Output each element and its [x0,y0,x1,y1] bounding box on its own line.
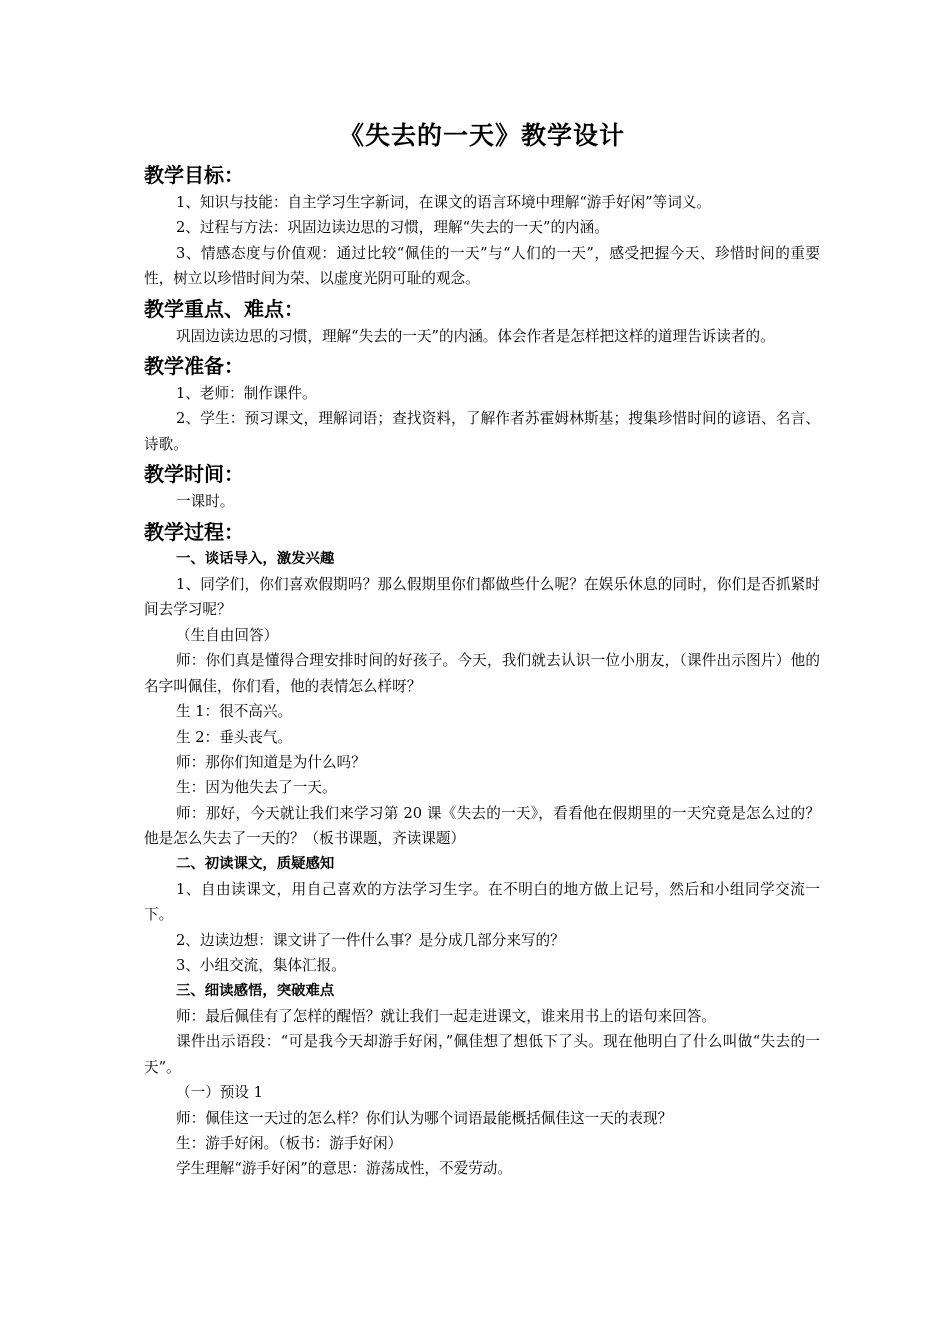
process-paragraph: 3、小组交流，集体汇报。 [176,957,346,975]
process-paragraph: 生 1：很不高兴。 [176,703,293,721]
process-paragraph: 课件出示语段：“可是我今天却游手好闲，”佩佳想了想低下了头。现在他明白了什么叫做“失去的一天”。 [144,1033,820,1076]
section-heading-preparation: 教学准备： [144,354,244,379]
process-paragraph: 师：最后佩佳有了怎样的醒悟？就让我们一起走进课文，谁来用书上的语句来回答。 [176,1007,716,1025]
process-paragraph: 生 2：垂头丧气。 [176,728,293,746]
section-goals [144,160,820,292]
goal-item: 3、情感态度与价值观：通过比较“佩佳的一天”与“人们的一天”，感受把握今天、珍惜时间的重要性，树立以珍惜时间为荣、以虚度光阴可耻的观念。 [144,244,820,288]
process-paragraph: 师：那你们知道是为什么吗？ [176,753,366,771]
process-paragraph: 学生理解“游手好闲”的意思：游荡成性，不爱劳动。 [176,1160,512,1178]
goal-item: 2、过程与方法：巩固边读边思的习惯，理解“失去的一天”的内涵。 [176,219,609,237]
section-preparation [144,351,820,457]
process-step-title: 一、谈话导入，激发兴趣 [176,550,335,567]
process-paragraph: 生：因为他失去了一天。 [176,779,337,797]
process-step-title: 三、细读感悟，突破难点 [176,982,335,999]
process-paragraph: （生自由回答） [176,626,279,644]
section-heading-key-points: 教学重点、难点： [144,296,304,321]
document-title: 《失去的一天》教学设计 [338,121,625,150]
section-heading-time: 教学时间： [144,462,244,487]
goal-item: 1、知识与技能：自主学习生字新词，在课文的语言环境中理解“游手好闲”等词义。 [176,194,711,211]
section-time [144,459,820,514]
section-heading-goals: 教学目标： [144,163,244,187]
key-point-item: 巩固边读边思的习惯，理解“失去的一天”的内涵。体会作者是怎样把这样的道理告诉读者的。 [176,327,775,345]
process-paragraph: 师：那好，今天就让我们来学习第 20 课《失去的一天》，看看他在假期里的一天究竟是怎么过的？他是怎么失去了一天的？（板书课题，齐读课题） [144,804,820,848]
process-paragraph: 生：游手好闲。（板书：游手好闲） [176,1135,403,1152]
process-paragraph: 师：你们真是懂得合理安排时间的好孩子。今天，我们就去认识一位小朋友，（课件出示图片）他的名字叫佩佳，你们看，他的表情怎么样呀？ [144,652,820,695]
process-step-title: 二、初读课文，质疑感知 [176,855,335,872]
process-paragraph: 师：佩佳这一天过的怎么样？你们认为哪个词语最能概括佩佳这一天的表现？ [176,1109,673,1127]
process-paragraph: 1、自由读课文，用自己喜欢的方法学习生字。在不明白的地方做上记号，然后和小组同学交流一下。 [144,880,820,924]
preparation-item: 1、老师：制作课件。 [176,385,317,403]
preparation-item: 2、学生：预习课文，理解词语；查找资料，了解作者苏霍姆林斯基；搜集珍惜时间的谚语、名言、诗歌。 [144,410,820,453]
section-heading-process: 教学过程： [144,519,244,544]
process-paragraph: 2、边读边想：课文讲了一件什么事？是分成几部分来写的？ [176,931,565,949]
section-process [144,517,820,1182]
process-paragraph: （一）预设 1 [176,1084,263,1102]
time-item: 一课时。 [176,493,235,511]
process-paragraph: 1、同学们，你们喜欢假期吗？那么假期里你们都做些什么呢？在娱乐休息的同时，你们是否抓紧时间去学习呢？ [144,576,820,619]
section-key-points [144,294,820,349]
